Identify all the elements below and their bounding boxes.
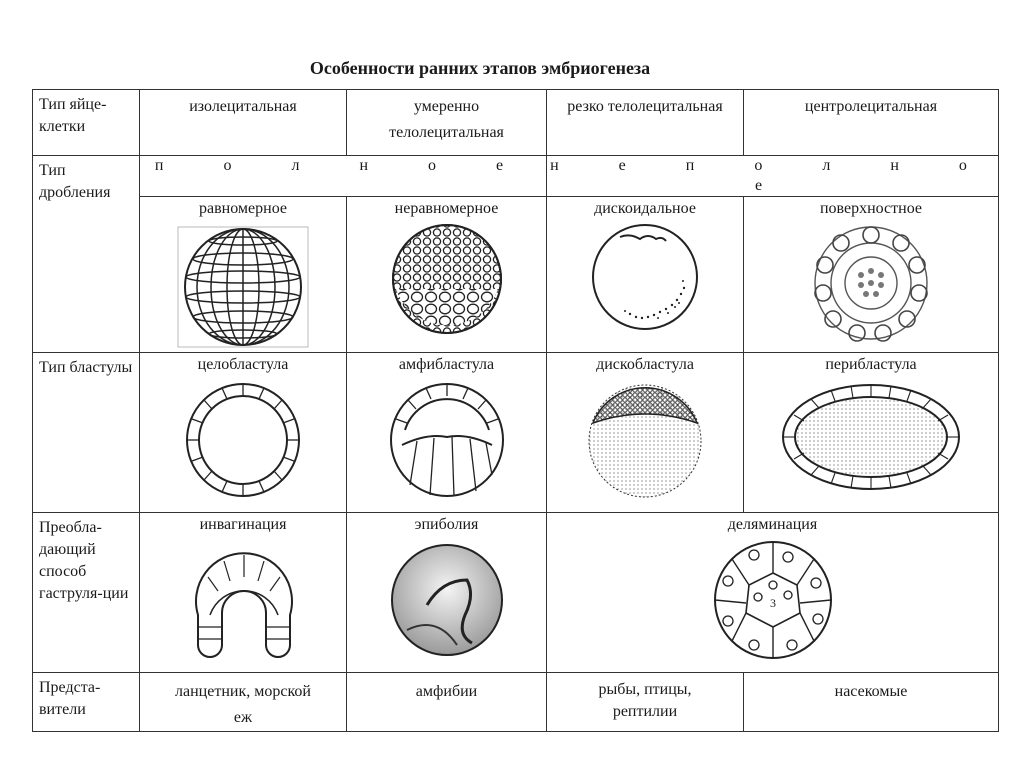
cell-delamination bbox=[547, 513, 999, 673]
periblastula-illustration bbox=[776, 375, 966, 495]
title-text: Особенности ранних этапов эмбриогенеза bbox=[309, 58, 651, 78]
uniform-cleavage-illustration bbox=[168, 219, 318, 349]
label-delamination: деляминация bbox=[727, 516, 818, 533]
label-discoblastula: дискобластула bbox=[596, 356, 694, 373]
row-gastrulation bbox=[33, 513, 999, 673]
label-superficial: поверхностное bbox=[819, 200, 923, 217]
invagination-illustration bbox=[178, 535, 308, 665]
label-nonuniform: неравномерное bbox=[394, 200, 499, 217]
epiboly-illustration bbox=[387, 535, 507, 665]
cleavage-full: п о л н о е bbox=[140, 156, 547, 197]
cell-amphibians: амфибии bbox=[347, 673, 547, 732]
cell-invagination bbox=[140, 513, 347, 673]
label-coeloblastula: целобластула bbox=[197, 356, 289, 373]
row-header-cleavage: Тип дробления bbox=[33, 156, 140, 353]
row-header-representatives: Предста-вители bbox=[33, 673, 140, 732]
label-discoidal: дискоидальное bbox=[594, 200, 696, 217]
row-cleavage-types bbox=[33, 197, 999, 353]
cell-periblastula bbox=[744, 353, 999, 513]
discoidal-cleavage-illustration bbox=[580, 219, 710, 339]
page-title bbox=[0, 58, 1024, 79]
cell-lancelet: ланцетник, морской еж bbox=[140, 673, 347, 732]
cell-uniform bbox=[140, 197, 347, 353]
row-header-gastrulation: Преобла-дающий способ гаструля-ции bbox=[33, 513, 140, 673]
discoblastula-illustration bbox=[580, 375, 710, 505]
delamination-illustration bbox=[708, 535, 838, 665]
cell-nonuniform bbox=[347, 197, 547, 353]
label-invagination: инвагинация bbox=[199, 516, 287, 533]
cleavage-partial: н е п о л н о е bbox=[547, 156, 999, 197]
row-header-egg-type: Тип яйце-клетки bbox=[33, 90, 140, 156]
superficial-cleavage-illustration bbox=[801, 219, 941, 349]
cell-discoidal bbox=[547, 197, 744, 353]
row-blastula bbox=[33, 353, 999, 513]
row-header-blastula: Тип бластулы bbox=[33, 353, 140, 513]
cell-fish-birds: рыбы, птицы, рептилии bbox=[547, 673, 744, 732]
cell-sharp-telolecithal: резко телолецитальная bbox=[547, 90, 744, 156]
embryogenesis-table bbox=[32, 89, 999, 732]
cell-superficial bbox=[744, 197, 999, 353]
center-label: 3 bbox=[769, 596, 776, 610]
row-cleavage-kind bbox=[33, 156, 999, 197]
label-amphiblastula: амфибластула bbox=[398, 356, 495, 373]
cell-isolecithal: изолецитальная bbox=[140, 90, 347, 156]
cell-insects: насекомые bbox=[744, 673, 999, 732]
cell-amphiblastula bbox=[347, 353, 547, 513]
label-epiboly: эпиболия bbox=[414, 516, 479, 533]
cell-discoblastula bbox=[547, 353, 744, 513]
nonuniform-cleavage-illustration bbox=[382, 219, 512, 339]
coeloblastula-illustration bbox=[178, 375, 308, 505]
cell-epiboly bbox=[347, 513, 547, 673]
cell-centrolecithal: центролецитальная bbox=[744, 90, 999, 156]
cell-moderate-telolecithal: умеренно телолецитальная bbox=[347, 90, 547, 156]
row-representatives bbox=[33, 673, 999, 732]
cell-coeloblastula bbox=[140, 353, 347, 513]
row-egg-type bbox=[33, 90, 999, 156]
amphiblastula-illustration bbox=[382, 375, 512, 505]
label-periblastula: перибластула bbox=[825, 356, 917, 373]
label-uniform: равномерное bbox=[199, 200, 287, 217]
